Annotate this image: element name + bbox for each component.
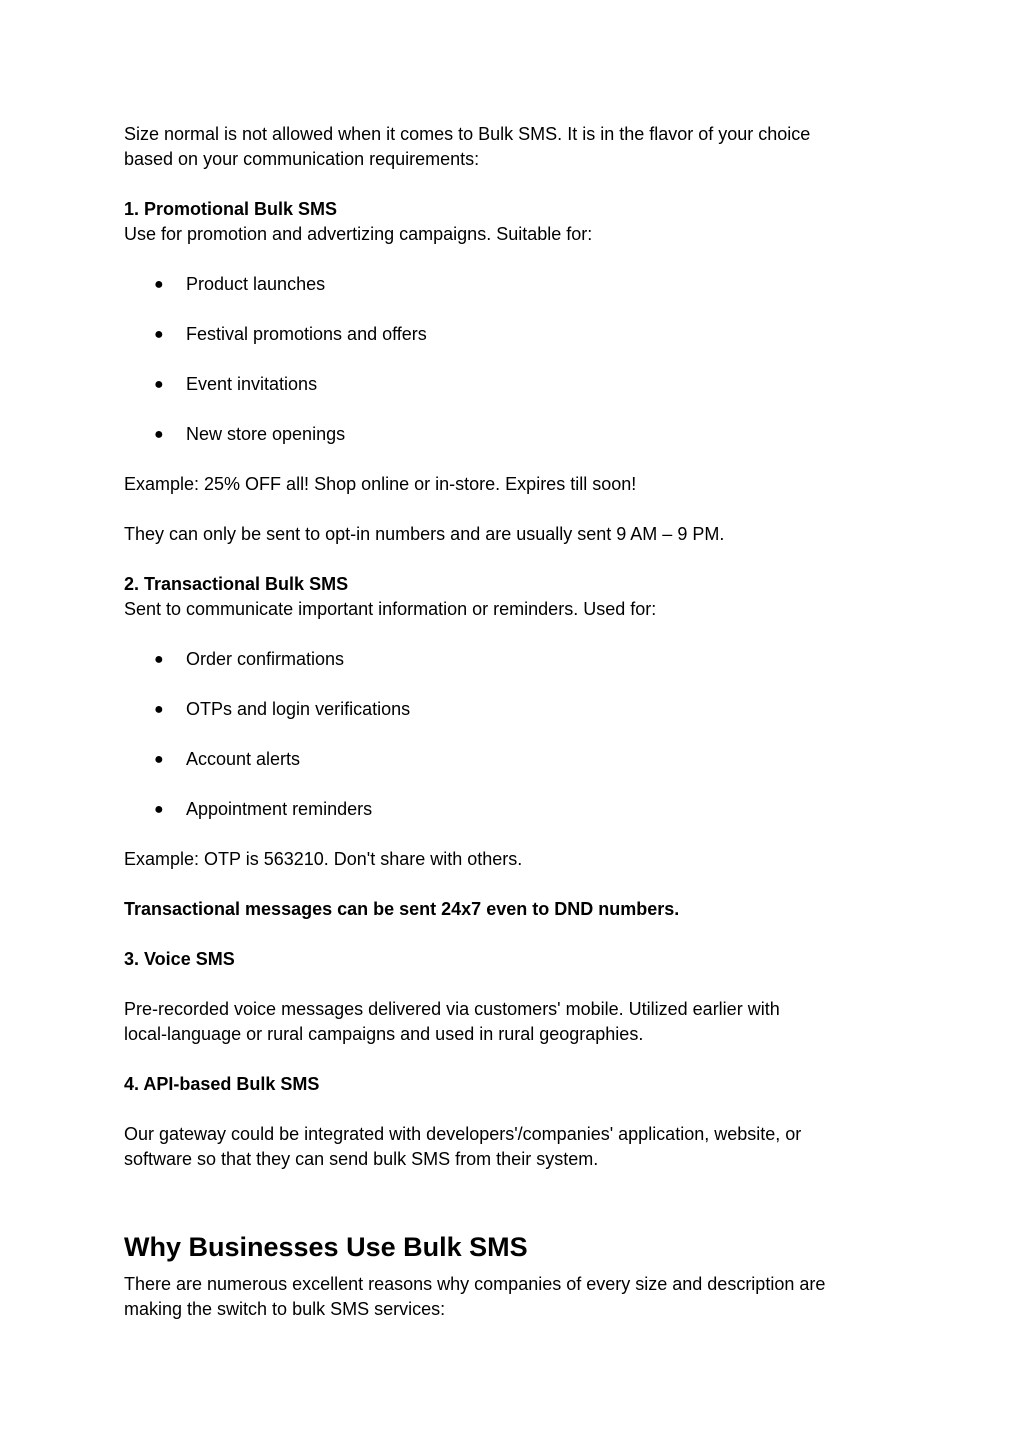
transactional-description: Sent to communicate important information or reminders. Used for: bbox=[124, 599, 657, 619]
bullet-icon: ● bbox=[154, 801, 164, 818]
why-paragraph bbox=[124, 1272, 884, 1322]
transactional-list bbox=[124, 647, 884, 822]
bullet-icon: ● bbox=[154, 751, 164, 768]
list-item: ● Order confirmations bbox=[124, 647, 884, 672]
document-page bbox=[124, 122, 884, 1322]
transactional-example: Example: OTP is 563210. Don't share with others. bbox=[124, 849, 523, 869]
transactional-heading: 2. Transactional Bulk SMS bbox=[124, 574, 349, 594]
intro-line-2: based on your communication requirements: bbox=[124, 149, 480, 169]
transactional-note: Transactional messages can be sent 24x7 even to DND numbers. bbox=[124, 899, 680, 919]
intro-line-1: Size normal is not allowed when it comes to Bulk SMS. It is in the flavor of your choice bbox=[124, 124, 811, 144]
list-item: ● Appointment reminders bbox=[124, 797, 884, 822]
api-line-2: software so that they can send bulk SMS from their system. bbox=[124, 1149, 599, 1169]
bullet-icon: ● bbox=[154, 701, 164, 718]
why-line-1: There are numerous excellent reasons why companies of every size and description are bbox=[124, 1274, 826, 1294]
bullet-icon: ● bbox=[154, 326, 164, 343]
promotional-heading: 1. Promotional Bulk SMS bbox=[124, 199, 338, 219]
voice-line-1: Pre-recorded voice messages delivered via customers' mobile. Utilized earlier with bbox=[124, 999, 780, 1019]
intro-paragraph bbox=[124, 122, 884, 172]
why-heading: Why Businesses Use Bulk SMS bbox=[124, 1232, 528, 1262]
api-line-1: Our gateway could be integrated with developers'/companies' application, website, or bbox=[124, 1124, 802, 1144]
bullet-icon: ● bbox=[154, 651, 164, 668]
bullet-icon: ● bbox=[154, 376, 164, 393]
list-item: ● Festival promotions and offers bbox=[124, 322, 884, 347]
api-paragraph bbox=[124, 1122, 884, 1172]
promotional-example: Example: 25% OFF all! Shop online or in-store. Expires till soon! bbox=[124, 474, 637, 494]
list-item: ● New store openings bbox=[124, 422, 884, 447]
list-item: ● Event invitations bbox=[124, 372, 884, 397]
promotional-note: They can only be sent to opt-in numbers and are usually sent 9 AM – 9 PM. bbox=[124, 524, 725, 544]
promotional-description: Use for promotion and advertizing campaigns. Suitable for: bbox=[124, 224, 593, 244]
list-item: ● Product launches bbox=[124, 272, 884, 297]
promotional-list bbox=[124, 272, 884, 447]
list-item: ● OTPs and login verifications bbox=[124, 697, 884, 722]
voice-line-2: local-language or rural campaigns and used in rural geographies. bbox=[124, 1024, 644, 1044]
bullet-icon: ● bbox=[154, 426, 164, 443]
why-line-2: making the switch to bulk SMS services: bbox=[124, 1299, 446, 1319]
bullet-icon: ● bbox=[154, 276, 164, 293]
list-item: ● Account alerts bbox=[124, 747, 884, 772]
api-heading: 4. API-based Bulk SMS bbox=[124, 1074, 320, 1094]
voice-paragraph bbox=[124, 997, 884, 1047]
voice-heading: 3. Voice SMS bbox=[124, 949, 235, 969]
